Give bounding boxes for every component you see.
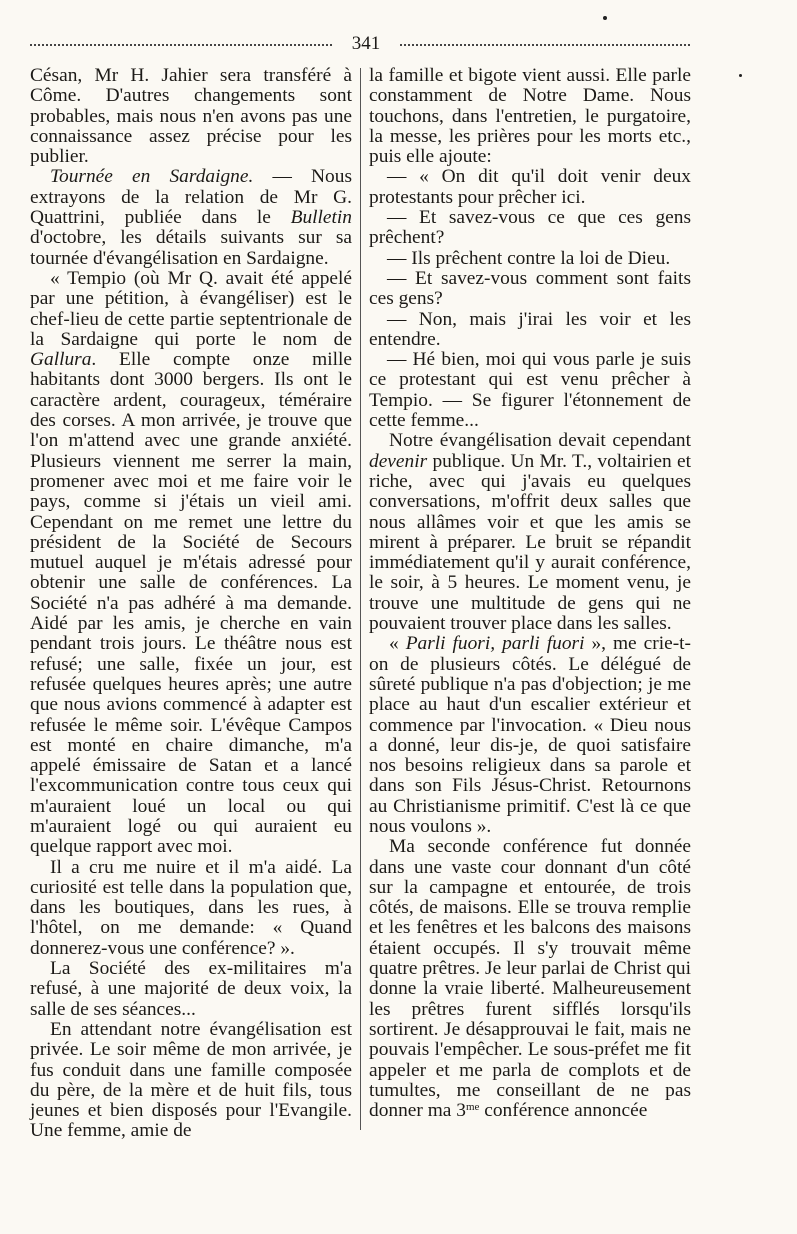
text-span: — Nous extrayons de la relation de Mr G. Quattrini, publiée dans le [30,166,352,229]
text-span: « [389,633,406,655]
right-column [369,66,691,1121]
page-number: 341 [351,33,381,54]
dialogue-line: — Et savez-vous comment sont faits ces gens? [369,267,691,310]
italic-parli-fuori: Parli fuori, parli fuori [405,633,585,655]
paragraph: La Société des ex-militaires m'a refusé, à une majorité de deux voix, la salle de ses séances... [30,958,352,1020]
italic-bulletin: Bulletin [290,207,352,229]
dialogue-line: — Ils prêchent contre la loi de Dieu. [387,247,671,269]
dialogue-line: — Hé bien, moi qui vous parle je suis ce protestant qui est venu prêcher à Tempio. — Se figurer l'étonnement de cette femme... [369,349,691,432]
text-span: », me crie-t-on de plusieurs côtés. Le délégué de sûreté publique n'a pas d'objection; je me place au haut d'un escalier extérieur et commence par l'invocation. « Dieu nous a donné, leur dis-je, de quoi satisfaire nos besoins religieux dans sa parole et dans son Fils Jésus-Christ. Retournons au Christianisme primitif. C'est là ce que nous voulons ». [369,633,691,837]
superscript: me [465,1101,480,1114]
dialogue-line: — Et savez-vous ce que ces gens prêchent? [369,207,691,249]
text-span: publique. Un Mr. T., voltairien et riche, avec qui j'avais eu quelques conversations, m'offrit deux salles que nous allâmes voir et que les amis se mirent à préparer. Le bruit se répandit immédiatement qu'il y aurait conférence, le soir, à 5 heures. Le moment venu, je trouve une multitude de gens qui ne pouvaient trouver place dans les salles. [369,450,691,635]
left-column [30,66,352,1142]
dialogue-line: — Non, mais j'irai les voir et les entendre. [369,308,691,350]
paragraph [30,269,352,858]
column-divider [360,68,361,1130]
text-span: Notre évangélisation devait cependant [389,430,691,452]
ink-speck [739,74,742,77]
paragraph: Césan, Mr H. Jahier sera transféré à Côme. D'autres changements sont probables, mais nous n'en avons pas une connaissance assez précise pour les publier. [30,65,352,168]
text-span: « Tempio (où Mr Q. avait été appelé par une pétition, à évangéliser) est le chef-lieu de cette partie septentrionale de la Sardaigne qui porte le nom de [30,267,352,350]
page-header [30,32,690,56]
paragraph-tournee [30,167,352,268]
italic-devenir: devenir [369,450,428,472]
paragraph: En attendant notre évangélisation est privée. Le soir même de mon arrivée, je fus conduit dans une famille composée du père, de la mère et de huit fils, tous jeunes et bien disposés pour l'Evangile. Une femme, amie de [30,1018,352,1142]
italic-gallura: Gallura [30,349,92,371]
text-span: conférence annoncée [479,1100,648,1122]
text-span: d'octobre, les détails suivants sur sa tournée d'évangélisation en Sardaigne. [30,227,352,269]
section-title: Tournée en Sardaigne. [50,166,254,188]
paragraph: Il a cru me nuire et il m'a aidé. La curiosité est telle dans la population que, dans les boutiques, dans les rues, à l'hôtel, on me demande: « Quand donnerez-vous une conférence? ». [30,856,352,959]
header-rule-right [400,44,690,46]
paragraph [369,634,691,837]
paragraph [369,431,691,634]
dialogue-line: — « On dit qu'il doit venir deux protestants pour prêcher ici. [369,166,691,208]
header-rule-left [30,44,332,46]
paragraph: la famille et bigote vient aussi. Elle parle constamment de Notre Dame. Nous touchons, dans l'entretien, le purgatoire, la messe, les prières pour les morts etc., puis elle ajoute: [369,65,691,168]
text-span: . Elle compte onze mille habitants dont 3000 bergers. Ils ont le caractère ardent, courageux, téméraire des corses. A mon arrivée, je trouve que l'on m'attend avec une grande anxiété. Plusieurs viennent me serrer la main, promener avec moi et me faire voir le pays, comme si j'étais un vieil ami. Cependant on me remet une lettre du président de la Société de Secours mutuel auquel je m'étais adressé pour obtenir une salle de conférences. La Société n'a pas adhéré à ma demande. Aidé par les amis, je cherche en vain pendant trois jours. Le théâtre nous est refusé; une salle, fixée un jour, est refusée quelques heures après; une autre que nous avions commencé à adapter est refusée le même soir. L'évêque Campos est monté en chaire dimanche, m'a appelé émissaire de Satan et a lancé l'excommunication contre tous ceux qui m'auraient loué un local ou qui m'auraient logé ou qui auraient eu quelque rapport avec moi. [30,349,352,858]
ink-speck [603,16,607,20]
paragraph [369,837,691,1121]
text-span: Ma seconde conférence fut donnée dans une vaste cour donnant d'un côté sur la campagne et entourée, de trois côtés, de maisons. Elle se trouva remplie et les fenêtres et les balcons des maisons étaient occupés. Il s'y trouvait même quatre prêtres. Je leur parlai de Christ qui donne la vraie liberté. Malheureusement les prêtres furent sifflés lorsqu'ils sortirent. Je désapprouvai le fait, mais ne pouvais l'empêcher. Le sous-préfet me fit appeler et me parla de complots et de tumultes, me conseillant de ne pas donner ma 3 [369,836,691,1122]
